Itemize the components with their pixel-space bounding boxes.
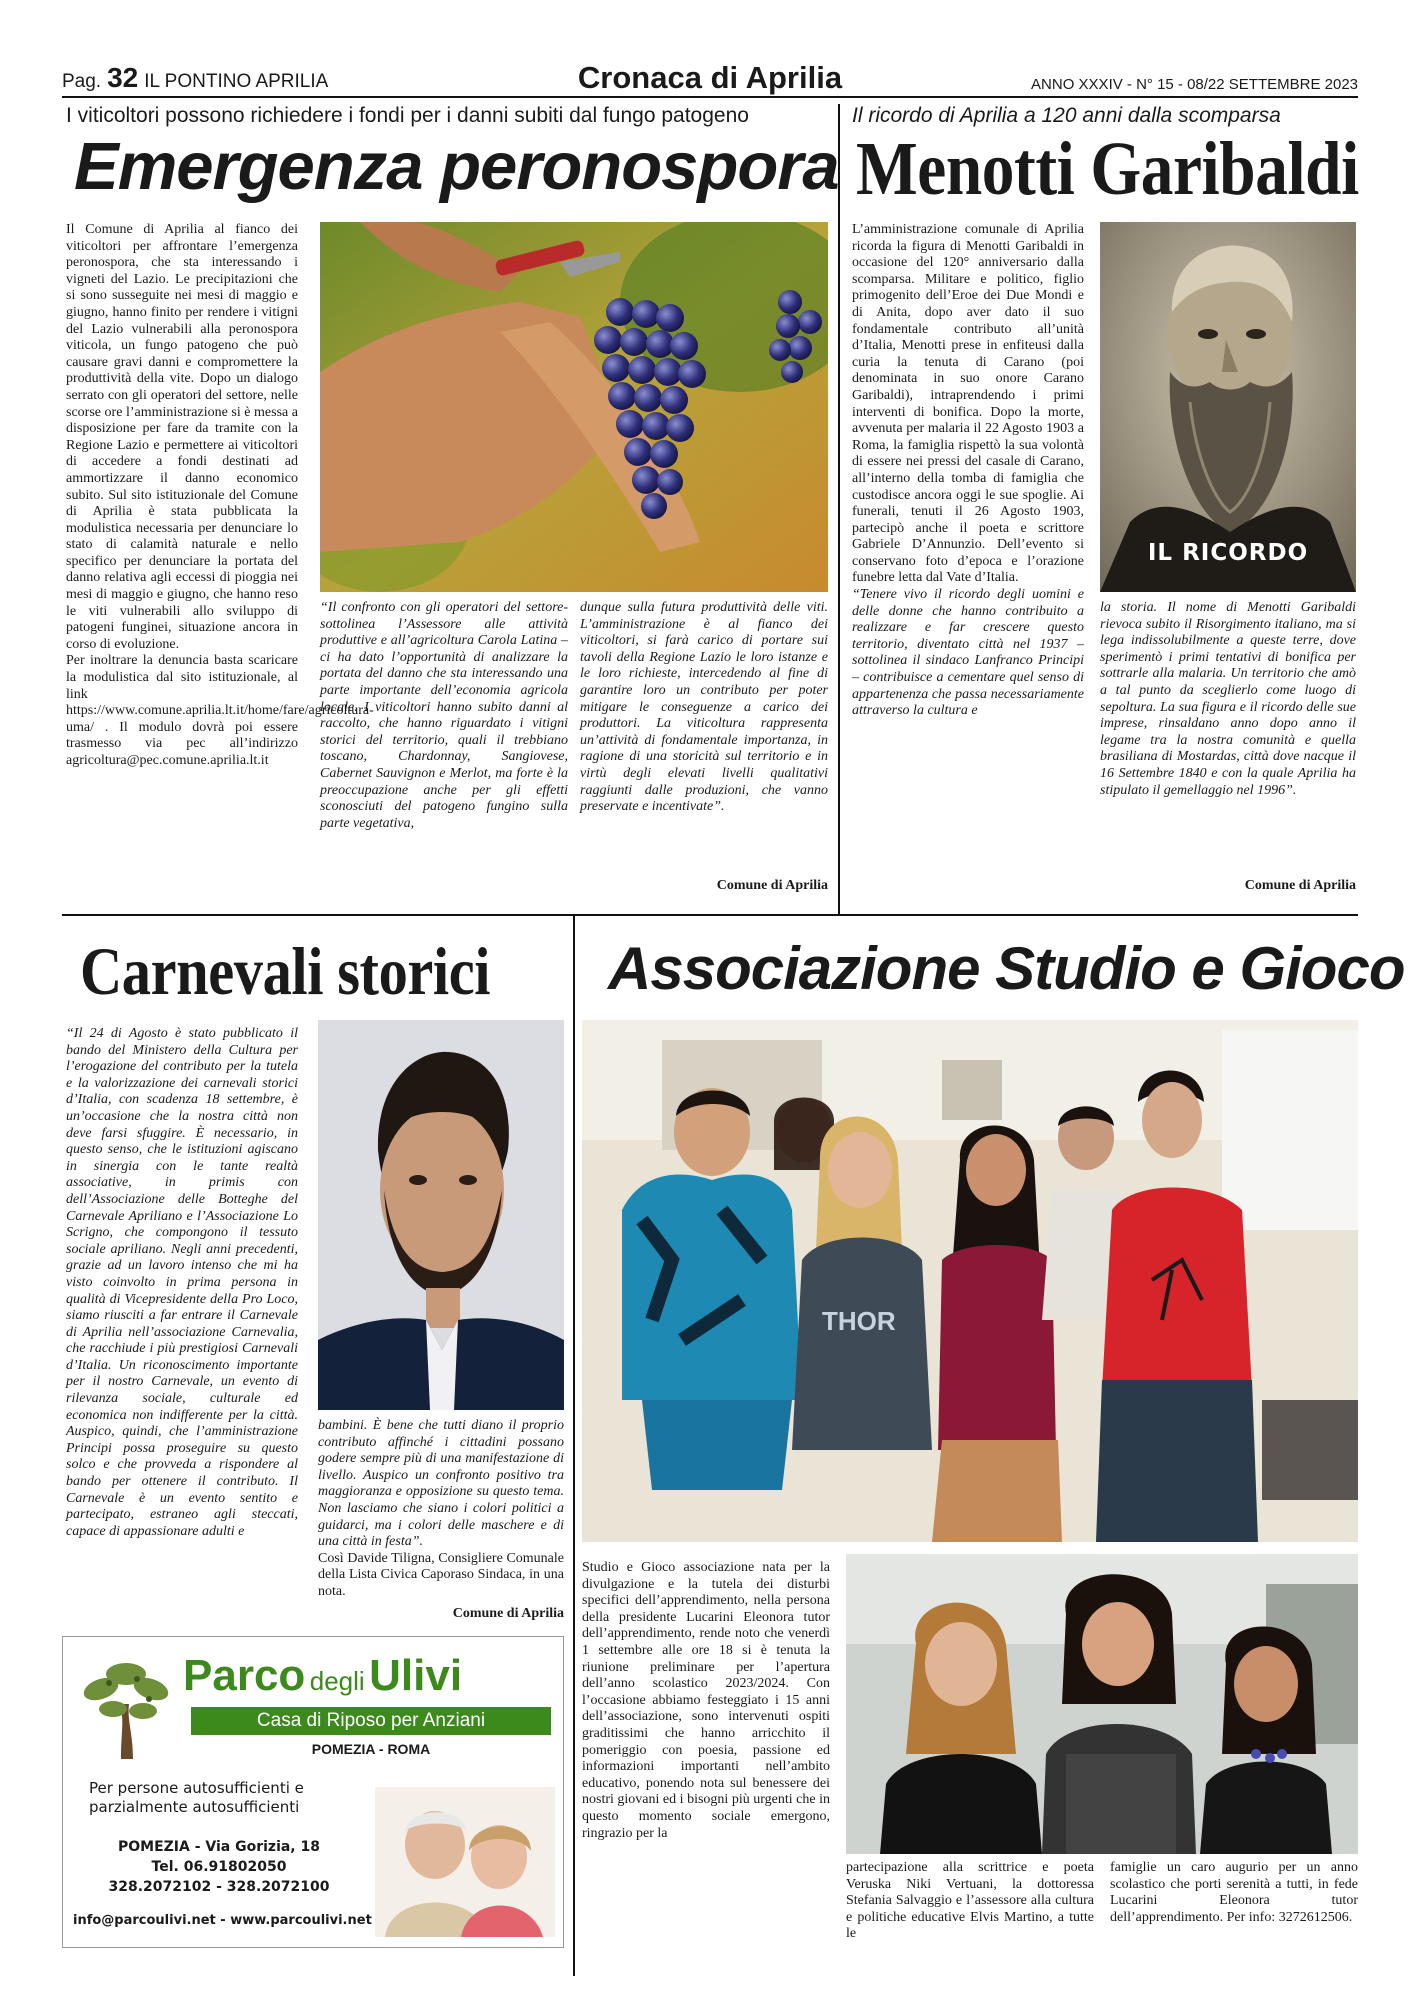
article-body <box>846 1860 1094 1943</box>
quote-paragraph: “Tenere vivo il ricordo degli uomini e delle donne che hanno contribuito a realizzare e far crescere questo territorio, diventato città nel 1937 – sottolinea il sindaco Lanfranco Principi – contribuisce a cementare quel senso di appartenenza che passa necessariamente attraverso la cultura e <box>852 587 1084 719</box>
article-title: Associazione Studio e Gioco <box>608 935 1405 1002</box>
ad-brand-part: degli <box>309 1666 365 1696</box>
body-paragraph: Così Davide Tiligna, Consigliere Comunale della Lista Civica Caporaso Sindaca, in una nota. <box>318 1550 564 1599</box>
article-body <box>582 1560 830 1842</box>
quote-paragraph: “Il 24 di Agosto è stato pubblicato il bando del Ministero della Cultura per l’erogazione del contributo per la tutela e la valorizzazione dei carnevali storici d’Italia, con scadenza 18 settembre, è un’occasione che la nostra città non deve farsi sfuggire. È necessario, in questo senso, che le istituzioni agiscano in sinergia con le tante realtà associative, in primis con dell’Associazione delle Botteghe del Carnevale Apriliano e l’Associazione Lo Scrigno, che compongono il tessuto sociale apriliano. Negli anni precedenti, grazie ad un lavoro intenso che mi ha visto coinvolto in prima persona in qualità di Vicepresidente della Pro Loco, siamo riusciti a far entrare il Carnevale di Aprilia nell’associazione Carnevalia, che racchiude i più prestigiosi Carnevali d’Italia. Un riconoscimento importante per il nostro Carnevale, un evento di rilevanza sociale, culturale ed economica non indifferente per la città. Auspico, quindi, che l’amministrazione Principi possa proseguire su questo solco e che provveda a rispondere al bando per ottenere il contributo. Il Carnevale è un evento sentito e partecipato, estraneo agli steccati, capace di appassionare adulti e <box>66 1026 298 1539</box>
tiligna-portrait <box>318 1020 564 1410</box>
olive-tree-icon <box>71 1649 181 1759</box>
article-title: Menotti Garibaldi <box>856 127 1359 211</box>
ad-phone: 328.2072102 - 328.2072100 <box>108 1879 330 1895</box>
article-body <box>66 1026 298 1540</box>
article-body <box>852 222 1084 720</box>
body-paragraph: partecipazione alla scrittrice e poeta Veruska Niki Vertuani, la dottoressa Stefania Salvaggio e l’assessore alla cultura e politiche educative Elvis Martino, a tutte le <box>846 1860 1094 1942</box>
page-label: Pag. <box>62 71 102 92</box>
ad-subtitle: Casa di Riposo per Anziani <box>191 1707 551 1735</box>
issue-info: ANNO XXXIV - N° 15 - 08/22 SETTEMBRE 2023 <box>1031 76 1358 93</box>
women-photo <box>846 1554 1358 1854</box>
paper-name: IL PONTINO APRILIA <box>144 71 329 92</box>
quote-paragraph: dunque sulla futura produttività delle viti. L’amministrazione è al fianco dei viticoltori, si farà carico di portare sui tavoli della Regione Lazio le loro istanze e le loro richieste, intercedendo al fine di garantire loro un contributo per poter mitigare le conseguenze a carico dei produttori. La viticoltura rappresenta un’attività di fondamentale importanza, in ragione di una storicità sul territorio e in virtù degli elevati livelli qualitativi raggiunti dalle produzioni, che vanno preservate e incentivate”. <box>580 600 828 815</box>
article-signature: Comune di Aprilia <box>1244 878 1356 893</box>
quote-paragraph: bambini. È bene che tutti diano il proprio contributo affinché i cittadini possano godere sempre più di una manifestazione di livello. Auspico un confronto positivo tra maggioranza e opposizione su questo tema. Non lasciamo che siano i colori politici a guidarci, ma i colori delle maschere e di una città in festa”. <box>318 1418 564 1550</box>
advertisement <box>62 1636 564 1948</box>
article-body <box>580 600 828 816</box>
article-body <box>318 1418 564 1601</box>
section-title: Cronaca di Aprilia <box>577 60 843 95</box>
ad-contacts <box>79 1837 359 1897</box>
body-paragraph: Il Comune di Aprilia al fianco dei viticoltori per affrontare l’emergenza peronospora, che sta interessando i vigneti del Lazio. Le precipitazioni che si sono susseguite nei mesi di maggio e giugno, hanno finito per rendere i vitigni del Lazio vulnerabili alla peronospora viticola, un fungo patogeno che può causare gravi danni e compromettere la produttività della vite. Dopo un dialogo serrato con gli operatori del settore, nelle scorse ore l’amministrazione si è messa a disposizione per fare da tramite con la Regione Lazio e permettere ai viticoltori di accedere a fondi destinati ad ammortizzare il danno economico subito. Sul sito istituzionale del Comune di Aprilia è stata pubblicata la modulistica necessaria per denunciare lo stato di calamità naturale e nello specifico per denunciare la portata del danno relativa agli eccessi di pioggia nei mesi di maggio e giugno, che hanno reso le viti vulnerabili allo sviluppo di patogeni funginei, situazione ancora in corso di evoluzione. <box>66 222 298 652</box>
body-paragraph: L’amministrazione comunale di Aprilia ricorda la figura di Menotti Garibaldi in occasione del 120° anniversario dalla scomparsa. Militare e politico, figlio primogenito dell’Eroe dei Due Mondi e di Anita, dopo aver dato il suo fondamentale contributo all’unità d’Italia, Menotti prese in enfiteusi dalla curia la tenuta di Carano (poi denominata in suo onore Carano Garibaldi), intraprendendo i primi interventi di bonifica. Dopo la morte, avvenuta per malaria il 22 Agosto 1903 a Roma, la famiglia rispettò la sua volontà di essere nei pressi del casale di Carano, all’interno della tomba di famiglia che custodisce ancora oggi le sue spoglie. Ai funerali, tenuti il 26 Agosto 1903, partecipò anche il poeta e scrittore Gabriele D’Annunzio. Dell’evento si conservano foto d’epoca e l’orazione funebre letta dal Vate d’Italia. <box>852 222 1084 586</box>
grapes-photo <box>320 222 828 592</box>
quote-paragraph: la storia. Il nome di Menotti Garibaldi rievoca subito il Risorgimento italiano, ma si lega indissolubilmente a queste terre, dove sperimentò i primi tentativi di bonifica per sottrarle alla malaria. Un territorio che amò a tal punto da sceglierlo come luogo di sepoltura. La sua figura e il ricordo delle sue imprese, rinsaldano anno dopo anno il legame tra la nostra comunità e quella brasiliana di Mostardas, città dove nacque il 16 Settembre 1840 e con la quale Aprilia ha stipulato il gemellaggio nel 1996”. <box>1100 600 1356 798</box>
article-kicker: I viticoltori possono richiedere i fondi per i danni subiti dal fungo patogeno <box>66 104 749 127</box>
page-header <box>62 62 1358 98</box>
article-body <box>1100 600 1356 799</box>
column-divider <box>838 104 840 914</box>
article-title: Emergenza peronospora <box>74 129 839 204</box>
ad-location: POMEZIA - ROMA <box>311 1741 431 1757</box>
article-title: Carnevali storici <box>80 933 491 1009</box>
photo-caption: IL RICORDO <box>1147 540 1309 566</box>
body-paragraph: Studio e Gioco associazione nata per la divulgazione e la tutela dei disturbi specifici dell’apprendimento, nella persona della presidente Lucarini Eleonora tutor dell’apprendimento, rende noto che venerdì 1 settembre alle ore 18 si è tenuta la riunione preliminare per l’apertura dell’anno scolastico 2023/2024. Con l’occasione abbiamo festeggiato i 15 anni dell’associazione, sono intervenuti ospiti graditissimi che hanno arricchito il pomeriggio con poesia, passione ed informazioni importanti nell’ambito educativo, ponendo nota sul benessere dei nostri giovani ed i bisogni più urgenti che in questo momento sociale emergono, ringrazio per la <box>582 1560 830 1841</box>
body-paragraph: famiglie un caro augurio per un anno scolastico che porti serenità a tutti, in fede Lucarini Eleonora tutor dell’apprendimento. Per info: 3272612506. <box>1110 1860 1358 1925</box>
article-body <box>1110 1860 1358 1926</box>
svg-text:THOR: THOR <box>822 1306 896 1336</box>
article-signature: Comune di Aprilia <box>716 878 828 893</box>
group-photo <box>582 1020 1358 1542</box>
page-number: 32 <box>107 62 139 93</box>
article-body <box>320 600 568 832</box>
article-signature: Comune di Aprilia <box>452 1606 564 1621</box>
elderly-couple-photo <box>375 1787 555 1937</box>
body-paragraph: Per inoltrare la denuncia basta scaricare la modulistica dal sito istituzionale, al link https://www.comune.aprilia.lt.it/home/fare/agricoltura-uma/ . Il modulo dovrà poi essere trasmesso via pec all’indirizzo agricoltura@pec.comune.aprilia.lt.it <box>66 653 374 768</box>
section-divider <box>62 914 1358 916</box>
garibaldi-portrait <box>1100 222 1356 592</box>
ad-web: info@parcoulivi.net - www.parcoulivi.net <box>73 1913 372 1928</box>
ad-tagline: Per persone autosufficienti e parzialmente autosufficienti <box>89 1779 304 1816</box>
quote-paragraph: “Il confronto con gli operatori del settore- sottolinea l’Assessore alle attività produttive e all’agricoltura Carola Latina – ci ha dato l’opportunità di analizzare la portata del danno che sta interessando una parte importante dell’economia agricola locale. I viticoltori hanno subito danni al raccolto, che hanno riguardato i vitigni storici del territorio, quali il trebbiano toscano, Chardonnay, Sangiovese, Cabernet Sauvignon e Merlot, ma forte è la preoccupazione anche per gli effetti sconosciuti del patogeno fungino sulla parte vegetativa, <box>320 600 568 831</box>
ad-brand-part: Ulivi <box>369 1651 463 1700</box>
article-kicker: Il ricordo di Aprilia a 120 anni dalla scomparsa <box>852 104 1281 127</box>
ad-address: POMEZIA - Via Gorizia, 18 <box>117 1839 320 1855</box>
ad-phone: Tel. 06.91802050 <box>151 1859 287 1875</box>
ad-brand <box>183 1651 553 1701</box>
column-divider <box>573 916 575 1976</box>
ad-brand-part: Parco <box>183 1651 306 1700</box>
article-body <box>66 222 374 770</box>
